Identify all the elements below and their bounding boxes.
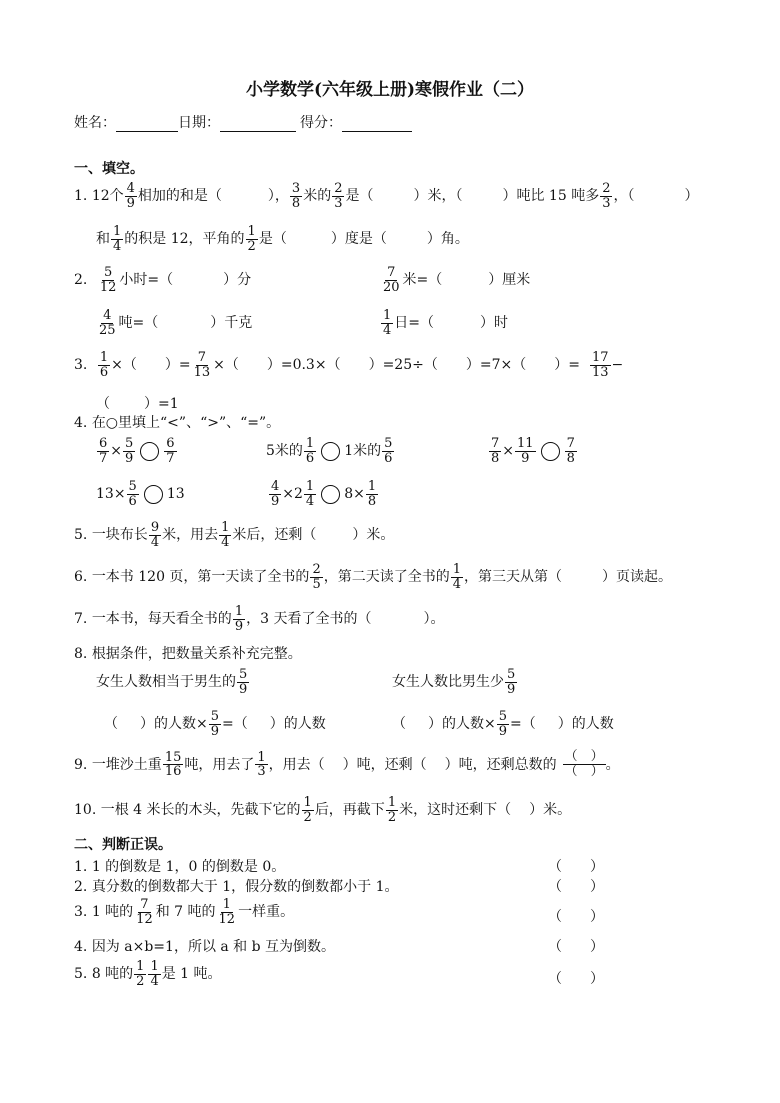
fraction: $\frac{5}{9}$ (498, 709, 508, 739)
fraction: $\frac{1}{4}$ (452, 562, 461, 592)
fraction: $\frac{5}{9}$ (210, 709, 220, 739)
q5-text: 米后，还剩（ (232, 527, 317, 544)
q8-text: （ (392, 716, 406, 733)
judge-text: 因为 a×b=1，所以 a 和 b 互为倒数。 (91, 939, 336, 955)
fraction: $\frac{1}{9}$ (234, 604, 244, 634)
judge-item-4 (74, 936, 335, 956)
q10-number: 10. (74, 802, 97, 819)
fraction-blank[interactable]: （ ） （ ） (564, 749, 604, 780)
page-title: 小学数学(六年级上册)寒假作业（二） (245, 80, 535, 100)
q8-text: 根据条件，把数量关系补充完整。 (91, 646, 302, 662)
judge-number: 2. (74, 879, 88, 895)
q8-text: =（ (510, 716, 536, 733)
fraction: $\frac{1}{2}$ (136, 959, 145, 989)
q3-text: ×（ (111, 357, 137, 374)
fraction: $\frac{4}{25}$ (99, 308, 116, 338)
q3-text: ）= (164, 357, 191, 374)
compare-circle[interactable] (321, 442, 340, 461)
q1-text: 的积是 12，平角的 (124, 231, 245, 248)
fraction: $\frac{6}{7}$ (166, 436, 175, 466)
score-field[interactable] (342, 117, 412, 132)
fraction: $\frac{17}{13}$ (591, 350, 609, 380)
judge-text: 1 的倒数是 1，0 的倒数是 0。 (91, 859, 286, 875)
q7-number: 7. (74, 611, 88, 628)
fraction: $\frac{1}{4}$ (305, 479, 315, 509)
fraction: $\frac{1}{8}$ (367, 479, 377, 509)
q1-text: ） (684, 188, 699, 205)
q8-number: 8. (74, 646, 88, 662)
q2-text: ）分 (223, 272, 252, 289)
judge-answer-4[interactable]: （ ） (548, 939, 604, 955)
name-label: 姓名： (74, 115, 116, 131)
q2-number: 2. (74, 272, 88, 289)
q4-text: 在○里填上“<”、“>”、“=”。 (91, 415, 281, 431)
date-label: 日期： (178, 115, 220, 131)
question-2-row-2-right (380, 309, 508, 337)
q9-number: 9. (74, 756, 88, 773)
q7-text: ）。 (423, 611, 445, 628)
q1-text: ）米，（ (413, 188, 463, 205)
fraction: $\frac{7}{8}$ (491, 436, 500, 466)
q5-text: 一块布长 (91, 527, 148, 544)
fraction: $\frac{1}{6}$ (305, 436, 315, 466)
question-7 (74, 605, 444, 633)
q9-text: ）吨，还剩（ (342, 756, 427, 773)
section-fill-blanks: 一、填空。 (74, 161, 144, 177)
q1-text: 和 (96, 231, 110, 248)
fraction: $\frac{6}{7}$ (99, 436, 108, 466)
fraction: $\frac{11}{9}$ (517, 436, 534, 466)
question-8-intro (74, 643, 302, 663)
q10-text: 米，这时还剩下（ (399, 802, 512, 819)
question-2-row-1-right (380, 266, 530, 294)
q4-text: 13× (96, 486, 126, 503)
question-9 (74, 750, 620, 780)
q8-text: 女生人数相当于男生的 (96, 674, 236, 691)
question-2-row-1 (74, 266, 251, 294)
q6-text: ，第三天从第（ (464, 569, 562, 586)
q5-text: 米，用去 (162, 527, 219, 544)
q4-text: × (502, 443, 515, 460)
q2-text: 米=（ (402, 272, 443, 289)
q4-compare-5 (268, 480, 379, 508)
q4-compare-3 (488, 437, 578, 465)
q1-text: ）度是（ (330, 231, 387, 248)
fraction: $\frac{1}{2}$ (247, 224, 256, 254)
q4-text: 13 (166, 486, 185, 503)
q1-text: ）角。 (426, 231, 469, 248)
q1-text: 是（ (258, 231, 287, 248)
student-info-line (74, 112, 412, 132)
fraction: $\frac{3}{8}$ (291, 181, 301, 211)
q2-text: ）时 (480, 315, 509, 332)
q1-text: 相加的和是（ (137, 188, 222, 205)
q9-text: ）吨，还剩总数的 (444, 756, 557, 773)
q6-text: 一本书 120 页，第一天读了全书的 (91, 569, 310, 586)
q1-text: ，（ (613, 188, 635, 205)
fraction: $\frac{2}{3}$ (334, 181, 343, 211)
judge-item-1 (74, 856, 285, 876)
fraction: $\frac{2}{3}$ (602, 181, 611, 211)
judge-text: 和 7 吨的 (155, 904, 216, 921)
question-4-intro (74, 412, 280, 432)
q1-text: 12个 (91, 188, 124, 205)
q5-number: 5. (74, 527, 88, 544)
judge-number: 4. (74, 939, 88, 955)
judge-text: 是 1 吨。 (161, 966, 222, 983)
q8-text: ）的人数× (428, 716, 496, 733)
judge-number: 3. (74, 904, 88, 921)
fraction: $\frac{1}{4}$ (383, 308, 392, 338)
q9-text: 吨，用去了 (184, 756, 255, 773)
fraction: $\frac{15}{16}$ (164, 749, 182, 780)
q5-text: ）米。 (352, 527, 395, 544)
fraction: $\frac{7}{13}$ (193, 350, 211, 380)
q10-text: 后，再截下 (314, 802, 385, 819)
fraction: $\frac{7}{12}$ (136, 897, 153, 927)
date-field[interactable] (220, 117, 296, 132)
question-10 (74, 796, 571, 824)
q7-text: ，3 天看了全书的（ (246, 611, 372, 628)
q1-text: 米的 (303, 188, 332, 205)
fraction: $\frac{1}{4}$ (150, 959, 159, 989)
q2-text: ）厘米 (488, 272, 531, 289)
q4-number: 4. (74, 415, 88, 431)
compare-circle[interactable] (144, 485, 163, 504)
compare-circle[interactable] (541, 442, 560, 461)
fraction: $\frac{1}{4}$ (113, 224, 122, 254)
judge-text: 8 吨的 (91, 966, 134, 983)
q2-text: 吨=（ (118, 315, 159, 332)
q1-text: ）吨比 15 吨多 (502, 188, 600, 205)
score-label: 得分： (300, 115, 342, 131)
q1-text: 是（ (345, 188, 374, 205)
q8-right-condition (392, 668, 518, 696)
q8-text: ）的人数 (557, 716, 614, 733)
q4-compare-4 (96, 480, 185, 508)
fraction: $\frac{1}{6}$ (99, 350, 109, 380)
q4-text: × (110, 443, 123, 460)
q3-text: ）=25÷（ (368, 357, 438, 374)
q8-text: ）的人数× (140, 716, 208, 733)
judge-item-3 (74, 898, 294, 926)
name-field[interactable] (116, 117, 178, 132)
q8-right-relation (392, 710, 614, 738)
judge-text: 一样重。 (238, 904, 295, 921)
judge-item-5 (74, 960, 222, 988)
q8-text: （ (104, 716, 118, 733)
question-3-line-2 (96, 393, 179, 413)
q6-number: 6. (74, 569, 88, 586)
q4-text: 8× (344, 486, 365, 503)
q9-text: 。 (605, 756, 620, 773)
q3-number: 3. (74, 357, 88, 374)
q3-text: ）=7×（ (465, 357, 527, 374)
fraction: $\frac{4}{9}$ (126, 181, 135, 211)
fraction: $\frac{4}{9}$ (271, 479, 280, 509)
fraction: $\frac{1}{12}$ (218, 897, 236, 927)
fraction: $\frac{2}{5}$ (312, 562, 321, 592)
section-true-false: 二、判断正误。 (74, 837, 172, 853)
q3-text: ）=1 (144, 396, 179, 412)
judge-text: 1 吨的 (91, 904, 134, 921)
fraction: $\frac{5}{9}$ (507, 667, 516, 697)
q4-text: 5米的 (266, 443, 303, 460)
q8-left-relation (104, 710, 326, 738)
compare-circle[interactable] (321, 485, 340, 504)
fraction: $\frac{1}{4}$ (221, 520, 230, 550)
judge-answer-2[interactable]: （ ） (548, 879, 604, 895)
fraction: $\frac{7}{8}$ (566, 436, 575, 466)
fraction: $\frac{5}{6}$ (384, 436, 393, 466)
q6-text: ）页读起。 (602, 569, 672, 586)
judge-number: 5. (74, 966, 88, 983)
judge-item-2 (74, 876, 399, 896)
judge-text: 真分数的倒数都大于 1，假分数的倒数都小于 1。 (91, 879, 399, 895)
judge-answer-5[interactable]: （ ） (548, 971, 604, 987)
judge-number: 1. (74, 859, 88, 875)
q10-text: 一根 4 米长的木头，先截下它的 (100, 802, 301, 819)
q6-text: ，第二天读了全书的 (323, 569, 450, 586)
question-3-line-1 (74, 351, 623, 379)
q2-text: 日=（ (394, 315, 435, 332)
q3-text: ）=0.3×（ (266, 357, 341, 374)
question-5 (74, 521, 394, 549)
fraction: $\frac{1}{3}$ (257, 749, 266, 780)
fraction: $\frac{9}{4}$ (150, 520, 160, 550)
question-2-row-2 (96, 309, 252, 337)
fraction: $\frac{5}{9}$ (125, 436, 134, 466)
q8-left-condition (96, 668, 250, 696)
q4-compare-2 (266, 437, 395, 465)
q4-text: 1米的 (344, 443, 382, 460)
fraction: $\frac{5}{6}$ (128, 479, 137, 509)
q8-text: =（ (222, 716, 248, 733)
q3-text: （ (96, 396, 110, 412)
fraction: $\frac{5}{9}$ (239, 667, 248, 697)
judge-answer-1[interactable]: （ ） (548, 859, 604, 875)
q8-text: 女生人数比男生少 (392, 674, 504, 691)
judge-answer-3[interactable]: （ ） (548, 909, 604, 925)
q8-text: ）的人数 (269, 716, 326, 733)
q4-text: ×2 (282, 486, 303, 503)
q3-text: ）= (554, 357, 580, 374)
q9-text: ，用去（ (268, 756, 325, 773)
fraction: $\frac{7}{20}$ (383, 265, 400, 295)
question-1-line-2 (96, 225, 469, 253)
q2-text: ）千克 (210, 315, 253, 332)
fraction: $\frac{1}{2}$ (303, 795, 312, 825)
question-1-line-1 (74, 182, 698, 210)
question-6 (74, 563, 672, 591)
q10-text: ）米。 (529, 802, 572, 819)
q2-text: 小时=（ (119, 272, 174, 289)
compare-circle[interactable] (140, 442, 159, 461)
fraction: $\frac{5}{12}$ (99, 265, 117, 295)
fraction: $\frac{1}{2}$ (387, 795, 397, 825)
q3-text: ×（ (213, 357, 239, 374)
q1-text: ）， (267, 188, 289, 205)
q9-text: 一堆沙土重 (91, 756, 162, 773)
q4-compare-1 (96, 437, 178, 465)
q3-text: − (611, 357, 624, 374)
q1-number: 1. (74, 188, 88, 205)
q7-text: 一本书，每天看全书的 (91, 611, 232, 628)
